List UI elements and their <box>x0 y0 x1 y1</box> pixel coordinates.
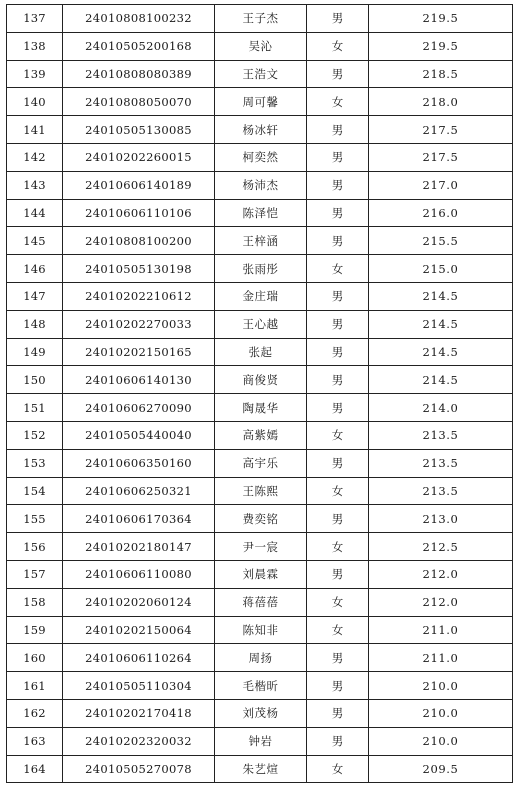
table-row <box>7 227 513 255</box>
score-cell: 217.5 <box>369 143 513 171</box>
exam-id-cell: 24010505130085 <box>63 116 215 144</box>
student-name-cell: 尹一宸 <box>215 533 307 561</box>
score-cell: 213.5 <box>369 421 513 449</box>
score-cell: 218.0 <box>369 88 513 116</box>
exam-id-cell: 24010606110106 <box>63 199 215 227</box>
gender-cell: 女 <box>307 32 369 60</box>
score-cell: 213.0 <box>369 505 513 533</box>
exam-id-cell: 24010606170364 <box>63 505 215 533</box>
score-cell: 212.0 <box>369 560 513 588</box>
exam-id-cell: 24010202150064 <box>63 616 215 644</box>
rank-cell: 159 <box>7 616 63 644</box>
table-row <box>7 644 513 672</box>
score-cell: 219.5 <box>369 5 513 33</box>
table-row <box>7 255 513 283</box>
table-row <box>7 116 513 144</box>
score-cell: 214.5 <box>369 282 513 310</box>
score-cell: 211.0 <box>369 616 513 644</box>
student-name-cell: 陈知非 <box>215 616 307 644</box>
table-row <box>7 88 513 116</box>
gender-cell: 女 <box>307 88 369 116</box>
score-cell: 210.0 <box>369 672 513 700</box>
gender-cell: 男 <box>307 116 369 144</box>
table-row <box>7 727 513 755</box>
gender-cell: 男 <box>307 672 369 700</box>
exam-id-cell: 24010808100200 <box>63 227 215 255</box>
rank-cell: 156 <box>7 533 63 561</box>
student-name-cell: 高紫嫣 <box>215 421 307 449</box>
rank-cell: 137 <box>7 5 63 33</box>
rank-cell: 158 <box>7 588 63 616</box>
rank-cell: 146 <box>7 255 63 283</box>
rank-cell: 149 <box>7 338 63 366</box>
exam-id-cell: 24010606350160 <box>63 449 215 477</box>
score-cell: 212.5 <box>369 533 513 561</box>
table-row <box>7 32 513 60</box>
student-name-cell: 杨冰轩 <box>215 116 307 144</box>
score-cell: 214.5 <box>369 338 513 366</box>
gender-cell: 女 <box>307 755 369 783</box>
gender-cell: 女 <box>307 533 369 561</box>
gender-cell: 女 <box>307 477 369 505</box>
rank-cell: 154 <box>7 477 63 505</box>
exam-id-cell: 24010202320032 <box>63 727 215 755</box>
table-row <box>7 505 513 533</box>
exam-id-cell: 24010202270033 <box>63 310 215 338</box>
rank-cell: 141 <box>7 116 63 144</box>
gender-cell: 男 <box>307 394 369 422</box>
score-cell: 217.0 <box>369 171 513 199</box>
student-name-cell: 商俊贤 <box>215 366 307 394</box>
rank-cell: 144 <box>7 199 63 227</box>
score-cell: 219.5 <box>369 32 513 60</box>
exam-id-cell: 24010808050070 <box>63 88 215 116</box>
table-row <box>7 310 513 338</box>
exam-id-cell: 24010202060124 <box>63 588 215 616</box>
table-row <box>7 477 513 505</box>
student-name-cell: 王子杰 <box>215 5 307 33</box>
rank-cell: 161 <box>7 672 63 700</box>
rank-cell: 162 <box>7 699 63 727</box>
score-cell: 209.5 <box>369 755 513 783</box>
table-row <box>7 699 513 727</box>
table-row <box>7 449 513 477</box>
score-cell: 214.5 <box>369 310 513 338</box>
table-row <box>7 5 513 33</box>
exam-id-cell: 24010606270090 <box>63 394 215 422</box>
student-name-cell: 费奕铭 <box>215 505 307 533</box>
student-name-cell: 刘晨霖 <box>215 560 307 588</box>
table-row <box>7 755 513 783</box>
student-name-cell: 刘茂杨 <box>215 699 307 727</box>
gender-cell: 男 <box>307 171 369 199</box>
student-name-cell: 钟岩 <box>215 727 307 755</box>
results-sheet <box>6 4 512 783</box>
student-name-cell: 陶晟华 <box>215 394 307 422</box>
exam-id-cell: 24010606140130 <box>63 366 215 394</box>
gender-cell: 男 <box>307 560 369 588</box>
student-name-cell: 周扬 <box>215 644 307 672</box>
student-name-cell: 毛楷昕 <box>215 672 307 700</box>
score-cell: 213.5 <box>369 449 513 477</box>
exam-id-cell: 24010808100232 <box>63 5 215 33</box>
exam-id-cell: 24010505200168 <box>63 32 215 60</box>
rank-cell: 151 <box>7 394 63 422</box>
gender-cell: 男 <box>307 505 369 533</box>
rank-cell: 153 <box>7 449 63 477</box>
student-name-cell: 周可馨 <box>215 88 307 116</box>
student-name-cell: 王心越 <box>215 310 307 338</box>
score-cell: 211.0 <box>369 644 513 672</box>
score-table <box>6 4 513 783</box>
score-cell: 212.0 <box>369 588 513 616</box>
student-name-cell: 吴沁 <box>215 32 307 60</box>
score-cell: 215.5 <box>369 227 513 255</box>
gender-cell: 男 <box>307 338 369 366</box>
gender-cell: 男 <box>307 366 369 394</box>
rank-cell: 160 <box>7 644 63 672</box>
gender-cell: 男 <box>307 5 369 33</box>
student-name-cell: 杨沛杰 <box>215 171 307 199</box>
rank-cell: 164 <box>7 755 63 783</box>
table-row <box>7 394 513 422</box>
exam-id-cell: 24010202150165 <box>63 338 215 366</box>
score-cell: 218.5 <box>369 60 513 88</box>
score-cell: 210.0 <box>369 699 513 727</box>
gender-cell: 女 <box>307 421 369 449</box>
exam-id-cell: 24010606140189 <box>63 171 215 199</box>
score-cell: 216.0 <box>369 199 513 227</box>
table-row <box>7 143 513 171</box>
gender-cell: 男 <box>307 282 369 310</box>
gender-cell: 男 <box>307 227 369 255</box>
rank-cell: 148 <box>7 310 63 338</box>
rank-cell: 157 <box>7 560 63 588</box>
exam-id-cell: 24010606110080 <box>63 560 215 588</box>
score-cell: 217.5 <box>369 116 513 144</box>
student-name-cell: 金庄瑞 <box>215 282 307 310</box>
exam-id-cell: 24010202170418 <box>63 699 215 727</box>
table-row <box>7 421 513 449</box>
student-name-cell: 张起 <box>215 338 307 366</box>
exam-id-cell: 24010202180147 <box>63 533 215 561</box>
score-cell: 213.5 <box>369 477 513 505</box>
gender-cell: 女 <box>307 616 369 644</box>
exam-id-cell: 24010606250321 <box>63 477 215 505</box>
exam-id-cell: 24010202210612 <box>63 282 215 310</box>
rank-cell: 143 <box>7 171 63 199</box>
student-name-cell: 王陈熙 <box>215 477 307 505</box>
rank-cell: 163 <box>7 727 63 755</box>
table-row <box>7 199 513 227</box>
table-row <box>7 533 513 561</box>
score-cell: 214.0 <box>369 394 513 422</box>
table-row <box>7 282 513 310</box>
gender-cell: 女 <box>307 588 369 616</box>
rank-cell: 155 <box>7 505 63 533</box>
table-row <box>7 171 513 199</box>
rank-cell: 147 <box>7 282 63 310</box>
rank-cell: 150 <box>7 366 63 394</box>
exam-id-cell: 24010505110304 <box>63 672 215 700</box>
table-row <box>7 366 513 394</box>
score-cell: 214.5 <box>369 366 513 394</box>
student-name-cell: 高宇乐 <box>215 449 307 477</box>
rank-cell: 152 <box>7 421 63 449</box>
gender-cell: 男 <box>307 699 369 727</box>
table-row <box>7 60 513 88</box>
rank-cell: 138 <box>7 32 63 60</box>
rank-cell: 140 <box>7 88 63 116</box>
gender-cell: 女 <box>307 255 369 283</box>
exam-id-cell: 24010505130198 <box>63 255 215 283</box>
table-row <box>7 616 513 644</box>
exam-id-cell: 24010606110264 <box>63 644 215 672</box>
exam-id-cell: 24010505270078 <box>63 755 215 783</box>
exam-id-cell: 24010808080389 <box>63 60 215 88</box>
gender-cell: 男 <box>307 143 369 171</box>
gender-cell: 男 <box>307 199 369 227</box>
table-row <box>7 588 513 616</box>
gender-cell: 男 <box>307 727 369 755</box>
rank-cell: 139 <box>7 60 63 88</box>
table-row <box>7 338 513 366</box>
student-name-cell: 朱艺煊 <box>215 755 307 783</box>
gender-cell: 男 <box>307 644 369 672</box>
exam-id-cell: 24010202260015 <box>63 143 215 171</box>
student-name-cell: 柯奕然 <box>215 143 307 171</box>
table-row <box>7 560 513 588</box>
student-name-cell: 张雨彤 <box>215 255 307 283</box>
gender-cell: 男 <box>307 60 369 88</box>
score-cell: 215.0 <box>369 255 513 283</box>
rank-cell: 145 <box>7 227 63 255</box>
student-name-cell: 蒋蓓蓓 <box>215 588 307 616</box>
score-table-body <box>7 5 513 783</box>
student-name-cell: 陈泽恺 <box>215 199 307 227</box>
gender-cell: 男 <box>307 310 369 338</box>
student-name-cell: 王浩文 <box>215 60 307 88</box>
rank-cell: 142 <box>7 143 63 171</box>
table-row <box>7 672 513 700</box>
student-name-cell: 王梓涵 <box>215 227 307 255</box>
gender-cell: 男 <box>307 449 369 477</box>
score-cell: 210.0 <box>369 727 513 755</box>
exam-id-cell: 24010505440040 <box>63 421 215 449</box>
